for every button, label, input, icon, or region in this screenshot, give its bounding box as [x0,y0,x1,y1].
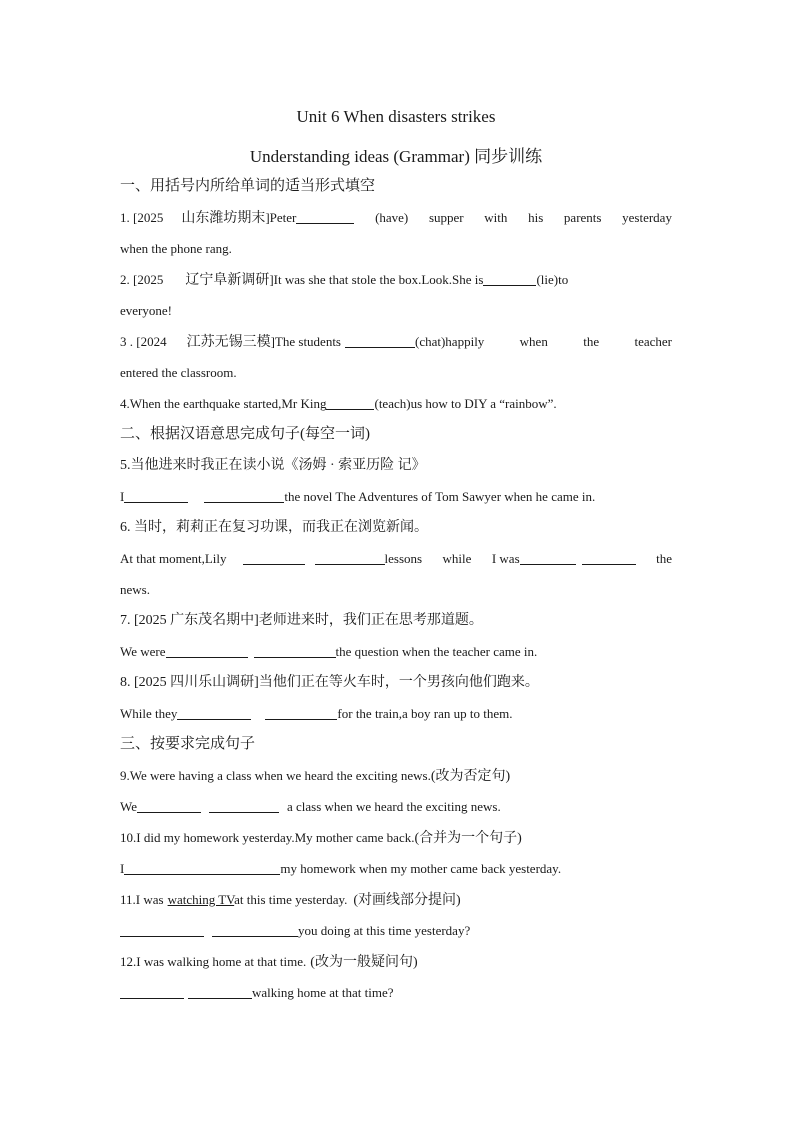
question-number: 1. [2025 [120,210,164,225]
question-text: 9.We were having a class when we heard the exciting news. [120,768,431,783]
question-6-prompt: 6. 当时，莉莉正在复习功课，而我正在浏览新闻。 [120,520,428,535]
answer-blank[interactable] [120,984,184,999]
question-2-line-2: everyone! [120,303,172,318]
source-tag: 辽宁阜新调研 [185,273,270,288]
question-1 [120,202,672,233]
source-tag: 江苏无锡三模 [186,335,271,350]
question-text: supper [428,210,464,225]
question-text: you doing at this time yesterday? [298,923,471,938]
question-4 [120,388,672,419]
question-text: the question when the teacher came in. [335,644,538,659]
question-3 [120,326,672,357]
question-11-answer [120,915,672,946]
section-3-heading: 三、按要求完成句子 [120,736,256,752]
question-9-answer [120,791,672,822]
question-text: at this time yesterday. [234,892,348,907]
question-9-prompt [120,760,672,791]
answer-blank[interactable] [188,984,252,999]
question-text: the [583,334,600,349]
page-title: Unit 6 When disasters strikes [296,107,496,126]
question-text: 10.I did my homework yesterday.My mother came back. [120,830,415,845]
answer-blank[interactable] [315,550,385,565]
answer-blank[interactable] [209,798,279,813]
question-text: At that moment,Lily [120,551,227,566]
answer-blank[interactable] [177,705,251,720]
question-text: the [656,551,672,566]
source-tag: 山东潍坊期末 [181,211,266,226]
instruction-note: (对画线部分提问) [353,893,461,908]
answer-blank[interactable] [326,395,374,410]
instruction-note: (改为否定句) [430,769,511,784]
question-text: I [120,861,125,876]
worksheet-page [120,100,672,1008]
section-2-heading: 二、根据汉语意思完成句子(每空一词) [120,426,370,442]
question-text: 11.I was [120,892,164,907]
question-text: While they [120,706,178,721]
question-1-line-2: when the phone rang. [120,241,232,256]
answer-blank[interactable] [265,705,337,720]
question-12-prompt [120,946,672,977]
question-text: 4.When the earthquake started,Mr King [120,396,327,411]
question-text: with [484,210,508,225]
question-text: while [442,551,472,566]
hint-word: (chat)happily [415,334,485,349]
question-text: I was [491,551,520,566]
question-7-prompt: 7. [2025 广东茂名期中]老师进来时，我们正在思考那道题。 [120,613,483,628]
question-text: ]The students [270,334,341,349]
question-text: for the train,a boy ran up to them. [337,706,513,721]
answer-blank[interactable] [124,488,188,503]
hint-word: (have) [375,210,409,225]
question-6-answer [120,543,672,574]
question-6-line-2: news. [120,582,150,597]
answer-blank[interactable] [204,488,284,503]
question-12-answer [120,977,672,1008]
answer-blank[interactable] [345,333,415,348]
question-5-answer [120,481,672,512]
question-text: ]It was she that stole the box.Look.She is [269,272,484,287]
question-text: parents [563,210,602,225]
answer-blank[interactable] [120,922,204,937]
question-text: (teach)us how to DIY a “rainbow”. [374,396,557,411]
question-text: ]Peter [265,210,297,225]
question-text: We [120,799,137,814]
answer-blank[interactable] [254,643,336,658]
answer-blank[interactable] [212,922,298,937]
question-text: his [528,210,544,225]
section-1-heading: 一、用括号内所给单词的适当形式填空 [120,178,376,194]
question-8-prompt: 8. [2025 四川乐山调研]当他们正在等火车时，一个男孩向他们跑来。 [120,675,539,690]
question-text: I [120,489,125,504]
answer-blank[interactable] [137,798,201,813]
question-8-answer [120,698,672,729]
question-text: walking home at that time? [252,985,394,1000]
hint-word: (lie)to [536,272,569,287]
question-text: my homework when my mother came back yesterday. [280,861,562,876]
page-subtitle: Understanding ideas (Grammar) 同步训练 [249,147,543,166]
question-text: We were [120,644,166,659]
question-5-prompt: 5.当他进来时我正在读小说《汤姆 · 索亚历险 记》 [120,458,426,473]
question-text: teacher [634,334,672,349]
instruction-note: (合并为一个句子) [414,831,522,846]
question-2 [120,264,672,295]
question-number: 3 . [2024 [120,334,167,349]
underlined-phrase: watching TV [167,892,235,907]
answer-blank[interactable] [582,550,636,565]
question-text: 12.I was walking home at that time. [120,954,307,969]
question-text: a class when we heard the exciting news. [287,799,501,814]
question-3-line-2: entered the classroom. [120,365,237,380]
answer-blank[interactable] [243,550,305,565]
answer-blank[interactable] [166,643,248,658]
question-text: lessons [384,551,423,566]
question-text: when [519,334,548,349]
question-text: the novel The Adventures of Tom Sawyer when he came in. [284,489,596,504]
question-text: yesterday [622,210,672,225]
answer-blank[interactable] [124,860,280,875]
question-number: 2. [2025 [120,272,164,287]
instruction-note: (改为一般疑问句) [310,955,418,970]
answer-blank[interactable] [483,271,536,286]
question-10-prompt [120,822,672,853]
answer-blank[interactable] [520,550,576,565]
question-7-answer [120,636,672,667]
question-10-answer [120,853,672,884]
answer-blank[interactable] [296,209,354,224]
question-11-prompt [120,884,672,915]
